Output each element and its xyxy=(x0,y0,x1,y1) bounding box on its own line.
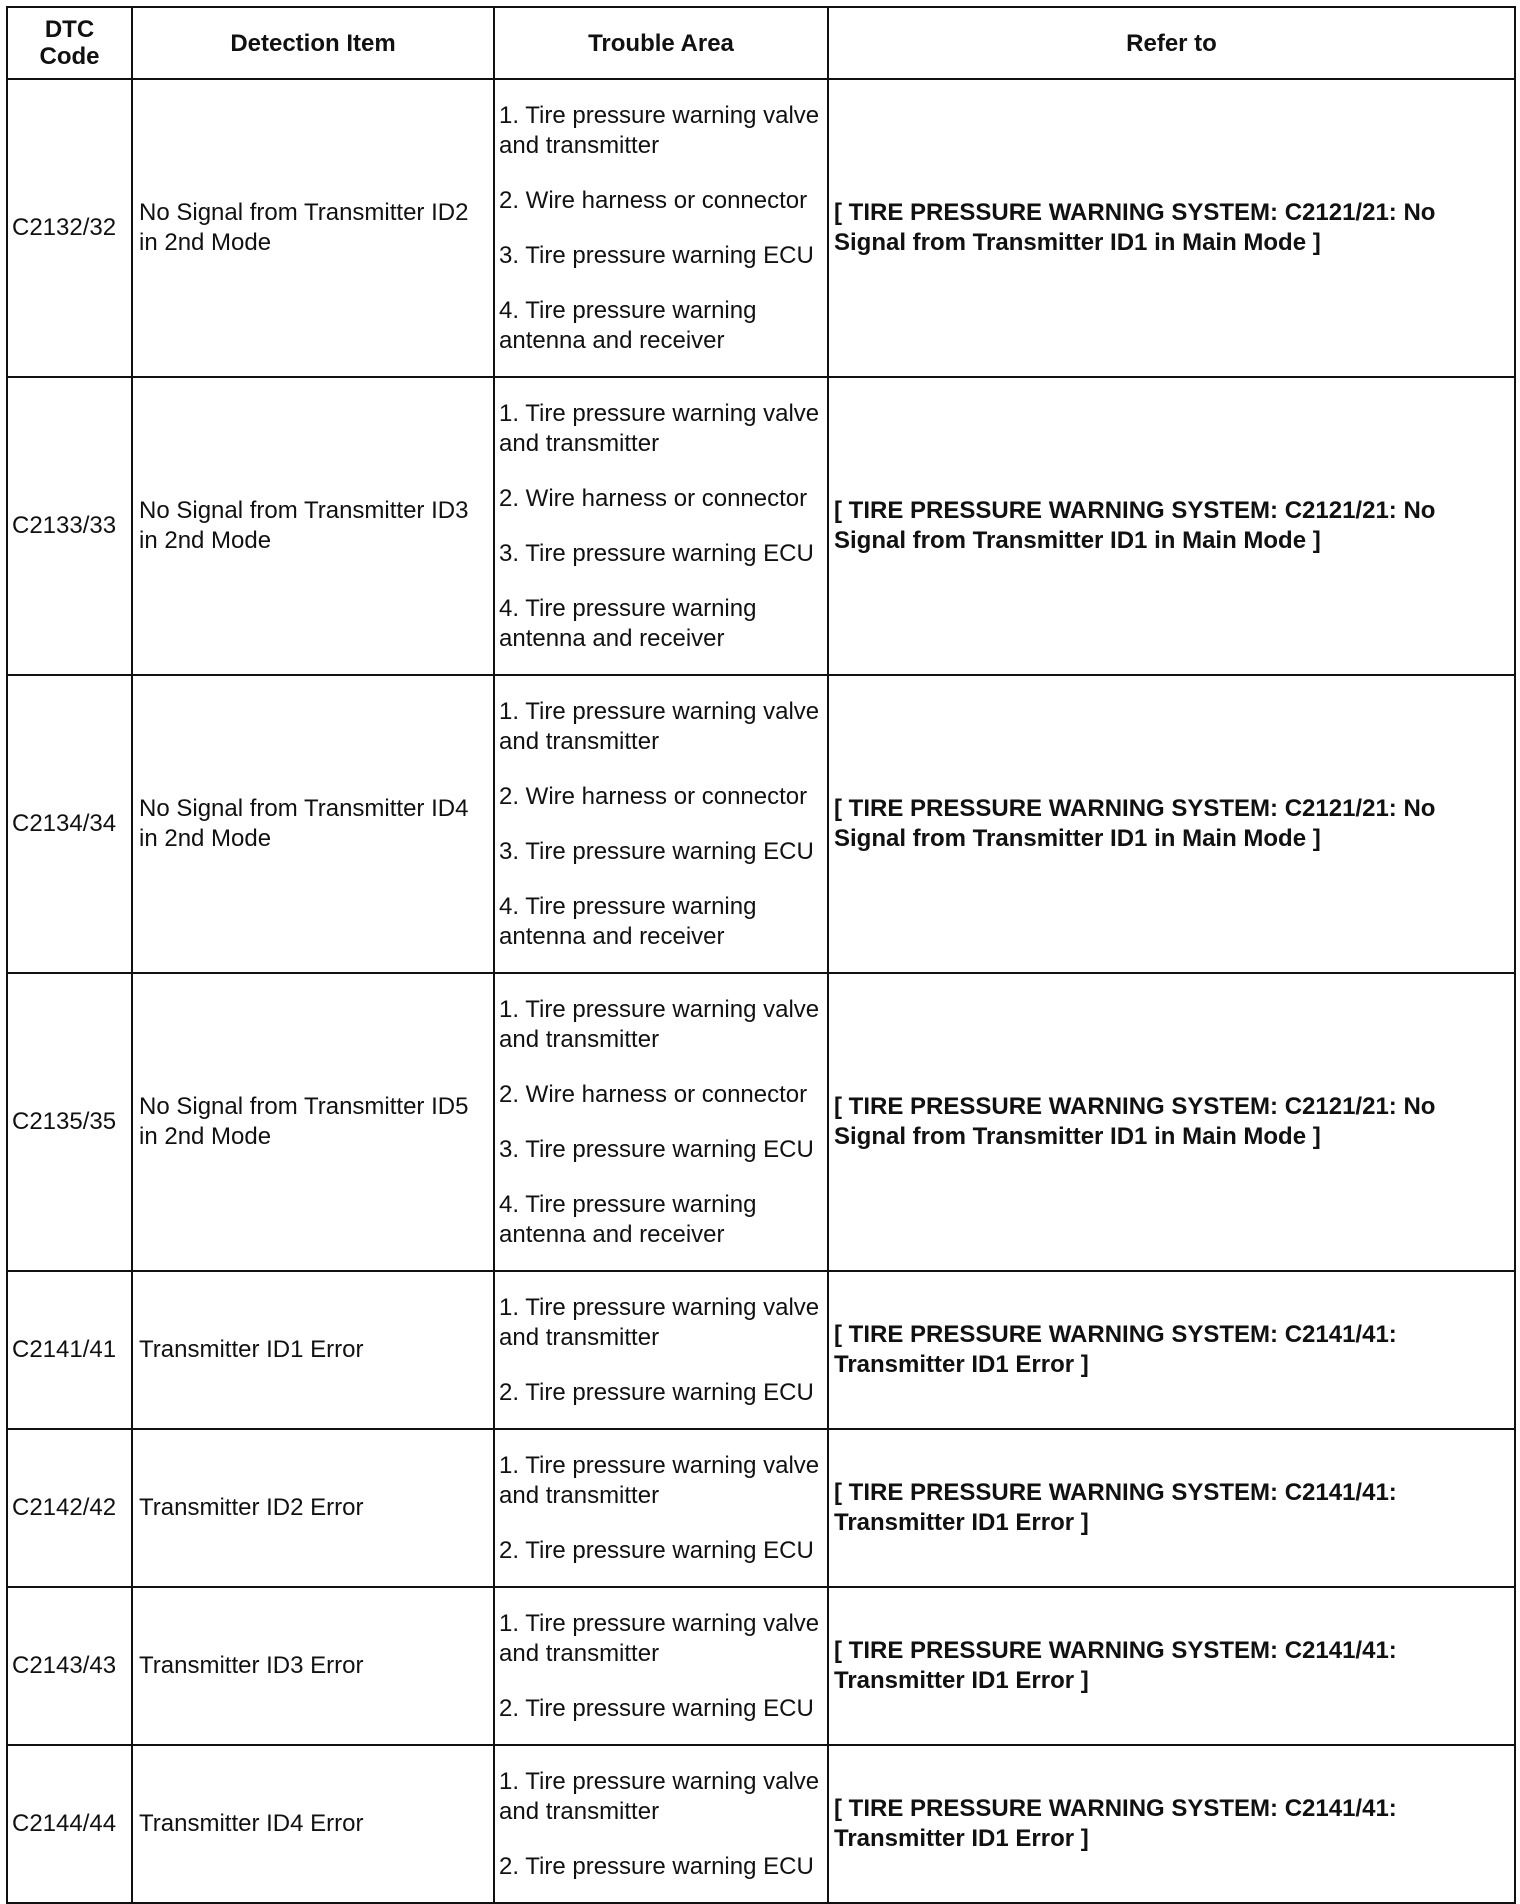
detection-item-cell: No Signal from Transmitter ID4 in 2nd Mode xyxy=(132,675,494,973)
header-detection-item: Detection Item xyxy=(132,7,494,79)
trouble-area-item: 2. Wire harness or connector xyxy=(499,186,808,214)
trouble-area-item: 1. Tire pressure warning valve and transmitter xyxy=(499,1451,820,1509)
trouble-area-item: 2. Wire harness or connector xyxy=(499,1080,808,1108)
detection-item-cell: Transmitter ID2 Error xyxy=(132,1429,494,1587)
trouble-area-item: 1. Tire pressure warning valve and transmitter xyxy=(499,995,820,1053)
trouble-area-item: 4. Tire pressure warning antenna and receiver xyxy=(499,594,757,652)
table-row xyxy=(7,1429,1515,1587)
trouble-area-item: 1. Tire pressure warning valve and transmitter xyxy=(499,399,820,457)
refer-to-link[interactable]: [ TIRE PRESSURE WARNING SYSTEM: C2121/21: No Signal from Transmitter ID1 in Main Mode ] xyxy=(828,79,1515,377)
trouble-area-item: 3. Tire pressure warning ECU xyxy=(499,1135,814,1163)
trouble-area-item: 1. Tire pressure warning valve and transmitter xyxy=(499,101,820,159)
trouble-area-item: 2. Wire harness or connector xyxy=(499,782,808,810)
trouble-area-cell xyxy=(494,1745,828,1903)
trouble-area-item: 1. Tire pressure warning valve and transmitter xyxy=(499,1767,820,1825)
dtc-code-cell: C2134/34 xyxy=(7,675,132,973)
trouble-area-cell xyxy=(494,377,828,675)
dtc-code-cell: C2142/42 xyxy=(7,1429,132,1587)
trouble-area-item: 1. Tire pressure warning valve and transmitter xyxy=(499,1609,820,1667)
table-header-row xyxy=(7,7,1515,79)
header-refer-to: Refer to xyxy=(828,7,1515,79)
table-row xyxy=(7,973,1515,1271)
trouble-area-item: 2. Tire pressure warning ECU xyxy=(499,1852,814,1880)
detection-item-cell: No Signal from Transmitter ID2 in 2nd Mode xyxy=(132,79,494,377)
trouble-area-item: 4. Tire pressure warning antenna and receiver xyxy=(499,1190,757,1248)
dtc-code-cell: C2141/41 xyxy=(7,1271,132,1429)
dtc-code-cell: C2144/44 xyxy=(7,1745,132,1903)
refer-to-link[interactable]: [ TIRE PRESSURE WARNING SYSTEM: C2141/41: Transmitter ID1 Error ] xyxy=(828,1745,1515,1903)
refer-to-link[interactable]: [ TIRE PRESSURE WARNING SYSTEM: C2121/21: No Signal from Transmitter ID1 in Main Mode ] xyxy=(828,973,1515,1271)
refer-to-link[interactable]: [ TIRE PRESSURE WARNING SYSTEM: C2141/41: Transmitter ID1 Error ] xyxy=(828,1429,1515,1587)
trouble-area-item: 4. Tire pressure warning antenna and receiver xyxy=(499,296,757,354)
trouble-area-item: 2. Wire harness or connector xyxy=(499,484,808,512)
detection-item-cell: Transmitter ID4 Error xyxy=(132,1745,494,1903)
header-dtc-code: DTC Code xyxy=(7,7,132,79)
table-row xyxy=(7,1587,1515,1745)
table-row xyxy=(7,1271,1515,1429)
detection-item-cell: No Signal from Transmitter ID5 in 2nd Mode xyxy=(132,973,494,1271)
trouble-area-item: 2. Tire pressure warning ECU xyxy=(499,1378,814,1406)
trouble-area-cell xyxy=(494,973,828,1271)
header-trouble-area: Trouble Area xyxy=(494,7,828,79)
trouble-area-item: 3. Tire pressure warning ECU xyxy=(499,241,814,269)
trouble-area-cell xyxy=(494,675,828,973)
refer-to-link[interactable]: [ TIRE PRESSURE WARNING SYSTEM: C2141/41: Transmitter ID1 Error ] xyxy=(828,1271,1515,1429)
trouble-area-item: 3. Tire pressure warning ECU xyxy=(499,837,814,865)
trouble-area-cell xyxy=(494,79,828,377)
detection-item-cell: No Signal from Transmitter ID3 in 2nd Mode xyxy=(132,377,494,675)
table-row xyxy=(7,79,1515,377)
trouble-area-item: 1. Tire pressure warning valve and transmitter xyxy=(499,697,820,755)
dtc-code-cell: C2143/43 xyxy=(7,1587,132,1745)
refer-to-link[interactable]: [ TIRE PRESSURE WARNING SYSTEM: C2141/41: Transmitter ID1 Error ] xyxy=(828,1587,1515,1745)
trouble-area-item: 2. Tire pressure warning ECU xyxy=(499,1536,814,1564)
dtc-code-cell: C2135/35 xyxy=(7,973,132,1271)
table-row xyxy=(7,675,1515,973)
trouble-area-cell xyxy=(494,1271,828,1429)
trouble-area-cell xyxy=(494,1429,828,1587)
detection-item-cell: Transmitter ID1 Error xyxy=(132,1271,494,1429)
dtc-code-cell: C2133/33 xyxy=(7,377,132,675)
detection-item-cell: Transmitter ID3 Error xyxy=(132,1587,494,1745)
dtc-table xyxy=(6,6,1516,1904)
trouble-area-item: 4. Tire pressure warning antenna and receiver xyxy=(499,892,757,950)
dtc-table-page xyxy=(6,6,1516,1904)
table-row xyxy=(7,377,1515,675)
dtc-code-cell: C2132/32 xyxy=(7,79,132,377)
trouble-area-cell xyxy=(494,1587,828,1745)
trouble-area-item: 2. Tire pressure warning ECU xyxy=(499,1694,814,1722)
table-row xyxy=(7,1745,1515,1903)
trouble-area-item: 1. Tire pressure warning valve and transmitter xyxy=(499,1293,820,1351)
refer-to-link[interactable]: [ TIRE PRESSURE WARNING SYSTEM: C2121/21: No Signal from Transmitter ID1 in Main Mode ] xyxy=(828,675,1515,973)
trouble-area-item: 3. Tire pressure warning ECU xyxy=(499,539,814,567)
refer-to-link[interactable]: [ TIRE PRESSURE WARNING SYSTEM: C2121/21: No Signal from Transmitter ID1 in Main Mode ] xyxy=(828,377,1515,675)
